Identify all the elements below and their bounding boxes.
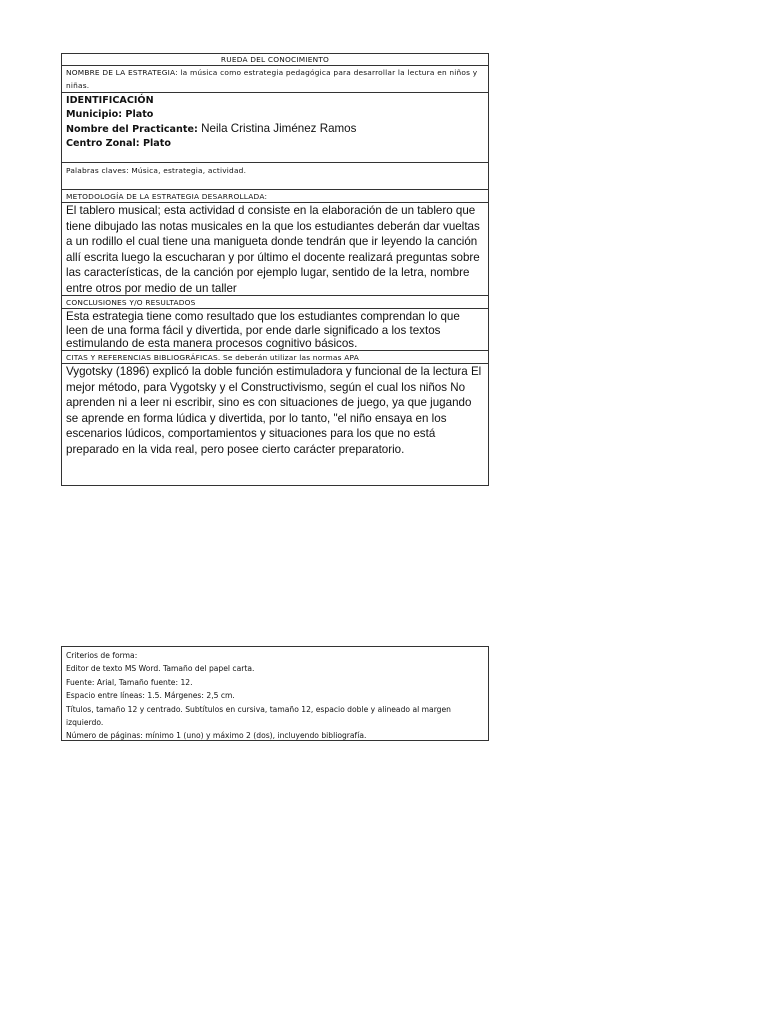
centro-zonal-label: Centro Zonal: [66, 138, 140, 149]
conclusions-body [62, 309, 488, 351]
identification-section [62, 93, 488, 163]
identification-heading: IDENTIFICACIÓN [66, 95, 154, 106]
practicante-line [66, 122, 484, 137]
methodology-heading [62, 190, 488, 203]
format-criteria-box [61, 646, 489, 741]
references-heading [62, 351, 488, 364]
methodology-text: El tablero musical; esta actividad d consiste en la elaboración de un tablero que tiene dibujado las notas musicales en la que los estudiantes deberán dar vueltas a un rodillo el cual tiene una manigueta donde tendrán que ir leyendo la canción allí escrita luego la escucharan y por último el docente realizará preguntas sobre las características, de la canción por ejemplo lugar, sentido de la letra, nombre entre otros por medio de un taller [66, 204, 480, 295]
strategy-row [62, 66, 488, 93]
criteria-line: Títulos, tamaño 12 y centrado. Subtítulos en cursiva, tamaño 12, espacio doble y alineado al margen izquierdo. [66, 704, 451, 728]
strategy-label: NOMBRE DE LA ESTRATEGIA: [66, 68, 178, 77]
criteria-line: Espacio entre líneas: 1.5. Márgenes: 2,5 cm. [66, 691, 235, 701]
municipio-value: Plato [125, 109, 154, 120]
conclusions-heading [62, 296, 488, 309]
keywords-row [62, 163, 488, 190]
form-title-text: RUEDA DEL CONOCIMIENTO [220, 55, 330, 64]
keywords-text: Palabras claves: Música, estrategia, actividad. [66, 166, 247, 175]
conclusions-heading-text: CONCLUSIONES Y/O RESULTADOS [66, 298, 196, 307]
conclusions-text: Esta estrategia tiene como resultado que los estudiantes comprendan lo que leen de una forma fácil y divertida, por ende darle significado a los textos estimulando de esta manera procesos cognitivo básicos. [66, 310, 460, 350]
criteria-line: Editor de texto MS Word. Tamaño del papel carta. [66, 664, 255, 674]
references-heading-text: CITAS Y REFERENCIAS BIBLIOGRÁFICAS. Se deberán utilizar las normas APA [66, 353, 359, 362]
strategy-value: la música como estrategia pedagógica para desarrollar la lectura en niños y niñas. [66, 68, 478, 90]
form-title [62, 54, 488, 66]
centro-zonal-value: Plato [142, 138, 171, 149]
centro-zonal-line [66, 137, 484, 151]
methodology-body [62, 203, 488, 296]
criteria-line: Número de páginas: mínimo 1 (uno) y máximo 2 (dos), incluyendo bibliografía. [66, 731, 367, 741]
criteria-line: Fuente: Arial, Tamaño fuente: 12. [66, 677, 193, 687]
methodology-heading-text: METODOLOGÍA DE LA ESTRATEGIA DESARROLLADA: [66, 192, 268, 201]
criteria-line: Criterios de forma: [66, 651, 138, 660]
references-text: Vygotsky (1896) explicó la doble función estimuladora y funcional de la lectura El mejor método, para Vygotsky y el Constructivismo, según el cual los niños No aprenden ni a leer ni escribir, sino es con situaciones de juego, ya que jugando se aprende en forma lúdica y divertida, por lo tanto, "el niño ensaya en los escenarios lúdicos, comportamientos y situaciones para los que no está preparado en la vida real, pero posee cierto carácter preparatorio. [66, 365, 482, 456]
practicante-label: Nombre del Practicante: [66, 124, 198, 135]
practicante-value: Neila Cristina Jiménez Ramos [201, 122, 357, 135]
municipio-label: Municipio: [66, 109, 123, 120]
knowledge-wheel-form [61, 53, 489, 486]
municipio-line [66, 108, 484, 122]
references-body [62, 364, 488, 485]
